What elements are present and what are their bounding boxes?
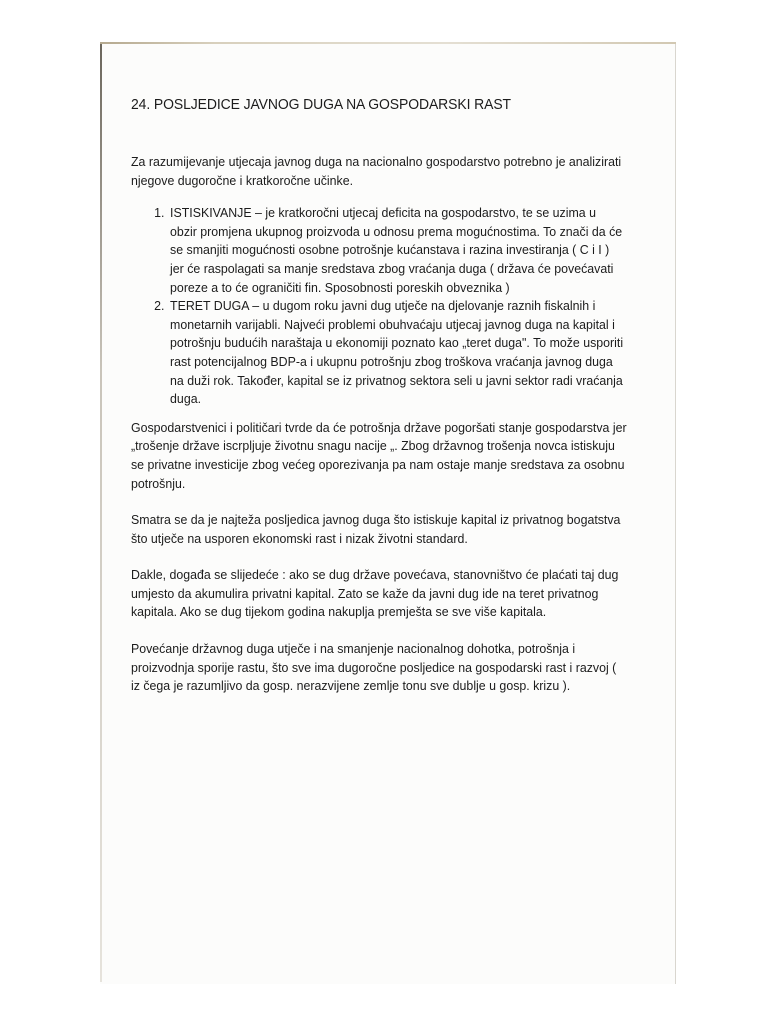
body-paragraph: Gospodarstvenici i političari tvrde da će potrošnja države pogoršati stanje gospodarstva jer „trošenje države iscrpljuje životnu snagu nacije „. Zbog državnog trošenja novca istiskuju se privatne investicije zbog većeg oporezivanja pa nam ostaje manje sredstava za osobnu potrošnju. bbox=[131, 419, 627, 491]
body-paragraph: Dakle, događa se slijedeće : ako se dug države povećava, stanovništvo će plaćati taj dug umjesto da akumulira privatni kapital. Zato se kaže da javni dug ide na teret privatnog kapitala. Ako se dug tijekom godina nakuplja premješta se sve više kapitala. bbox=[131, 567, 619, 620]
body-paragraph: Smatra se da je najteža posljedica javnog duga što istiskuje kapital iz privatnog bogatstva što utječe na usporen ekonomski rast i nizak životni standard. bbox=[131, 512, 621, 546]
list-item-text: TERET DUGA – u dugom roku javni dug utječe na djelovanje raznih fiskalnih i monetarnih varijabli. Najveći problemi obuhvaćaju utjecaj javnog duga na kapital i potrošnju budućih naraštaja u ekonomiji poznato kao „teret duga". To može usporiti rast potencijalnog BDP-a i ukupnu potrošnju zbog troškova vraćanja javnog duga na duži rok. Također, kapital se iz privatnog sektora seli u javni sektor radi vraćanja duga. bbox=[170, 298, 624, 407]
numbered-list bbox=[131, 204, 651, 409]
document-heading: 24. POSLJEDICE JAVNOG DUGA NA GOSPODARSKI RAST bbox=[131, 96, 511, 113]
body-paragraph: Povećanje državnog duga utječe i na smanjenje nacionalnog dohotka, potrošnja i proizvodnja sporije rastu, što sve ima dugoročne posljedice na gospodarski rast i razvoj ( iz čega je razumljivo da gosp. nerazvijene zemlje tonu sve dublje u gosp. krizu ). bbox=[131, 641, 617, 694]
intro-paragraph: Za razumijevanje utjecaja javnog duga na nacionalno gospodarstvo potrebno je analizirati njegove dugoročne i kratkoročne učinke. bbox=[131, 154, 622, 188]
document-body bbox=[131, 96, 651, 696]
list-item-text: ISTISKIVANJE – je kratkoročni utjecaj deficita na gospodarstvo, te se uzima u obzir promjena ukupnog proizvoda u odnosu prema mogućnostima. To znači da će se smanjiti mogućnosti osobne potrošnje kućanstava i razina investiranja ( C i I ) jer će raspolagati sa manje sredstava zbog vraćanja duga ( država će povećavati poreze a to će ograničiti fin. Sposobnosti poreskih obveznika ) bbox=[170, 205, 623, 295]
list-item bbox=[131, 204, 624, 297]
list-item-number: 1. bbox=[154, 205, 165, 221]
list-item bbox=[131, 297, 624, 409]
paper-left-edge bbox=[100, 42, 102, 982]
list-item-number: 2. bbox=[154, 298, 165, 314]
paper-top-edge bbox=[100, 42, 676, 44]
